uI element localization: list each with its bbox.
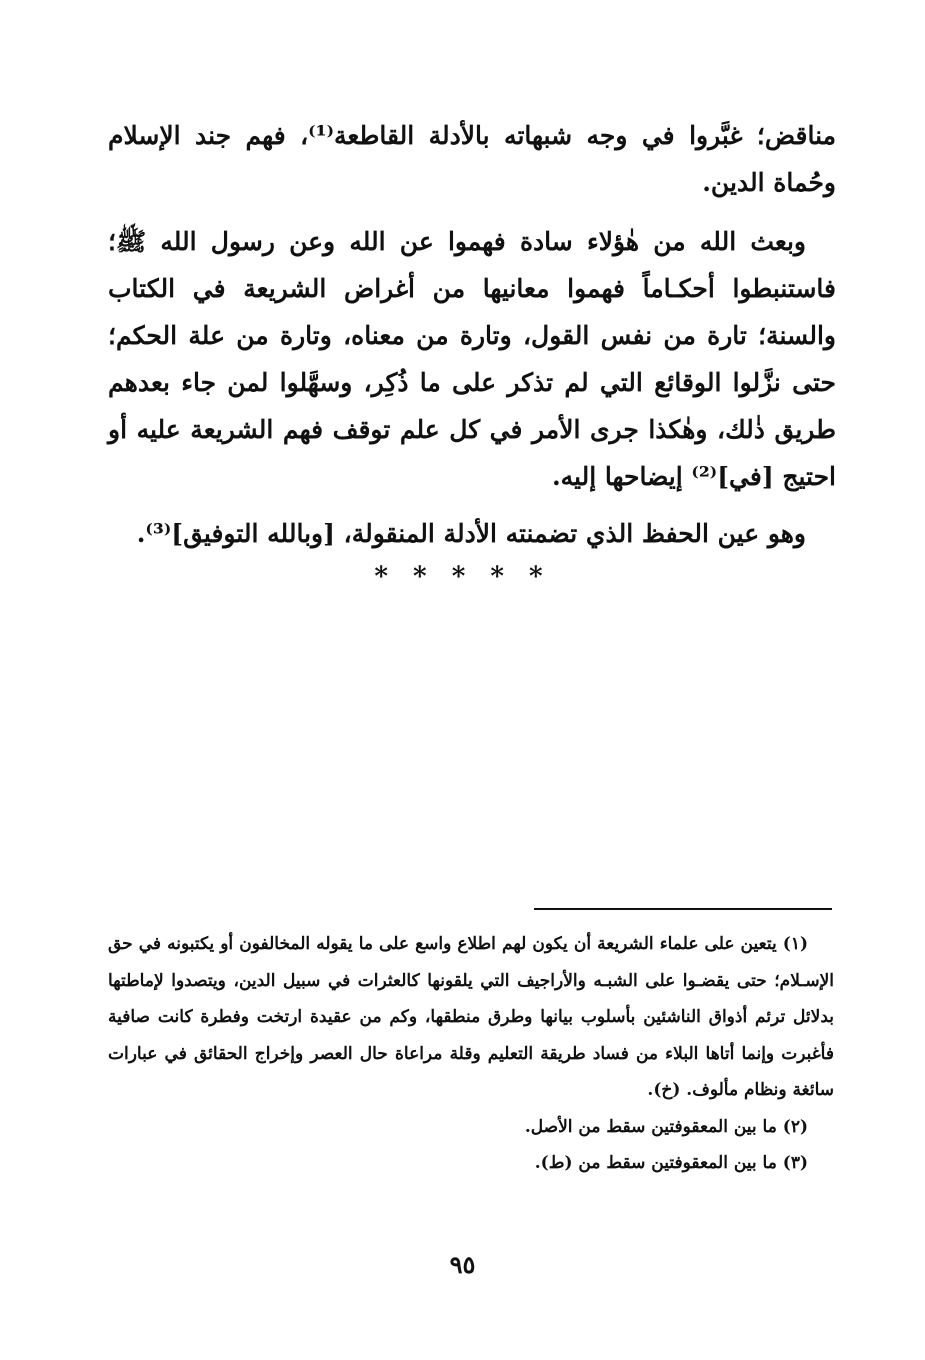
paragraph-1: مناقض؛ غبَّروا في وجه شبهاته بالأدلة القاطعة⁽¹⁾، فهم جند الإسلام وحُماة الدين. xyxy=(108,121,837,197)
footnotes xyxy=(108,926,834,1182)
footnote-3: (٣) ما بين المعقوفتين سقط من (ط). xyxy=(534,1153,808,1173)
main-text xyxy=(108,112,836,557)
footnote-divider xyxy=(534,908,832,910)
paragraph-3: وهو عين الحفظ الذي تضمنته الأدلة المنقولة، [وبالله التوفيق]⁽³⁾. xyxy=(136,519,806,548)
page-number: ٩٥ xyxy=(449,1250,476,1279)
footnote-2: (٢) ما بين المعقوفتين سقط من الأصل. xyxy=(524,1116,808,1137)
section-separator: * * * * * xyxy=(374,562,551,592)
footnote-1: (١) يتعين على علماء الشريعة أن يكون لهم اطلاع واسع على ما يقوله المخالفون أو يكتبونه في حق الإسـلام؛ حتى يقضـوا على الشبـه والأراجيف التي يلقونها كالعثرات في سبيل الدين، ويتصدوا لإماطتها بدلائل ترئم أذواق الناشئين بأسلوب بيانها وطرق منطقها، وكم من عقيدة ارتخت وفطرة كانت صافية فأغبرت وإنما أتاها البلاء من فساد طريقة التعليم وقلة مراعاة حال العصر وإخراج الحقائق في عبارات سائغة ونظام مألوف. (خ). xyxy=(108,934,834,1100)
paragraph-2: وبعث الله من هٰؤلاء سادة فهموا عن الله وعن رسول الله ﷺ؛ فاستنبطوا أحكـاماً فهموا معانيها من أغراض الشريعة في الكتاب والسنة؛ تارة من نفس القول، وتارة من معناه، وتارة من علة الحكم؛ حتى نزَّلوا الوقائع التي لم تذكر على ما ذُكِر، وسهَّلوا لمن جاء بعدهم طريق ذٰلك، وهٰكذا جرى الأمر في كل علم توقف فهم الشريعة عليه أو احتيج [في]⁽²⁾ إيضاحها إليه. xyxy=(108,227,836,491)
